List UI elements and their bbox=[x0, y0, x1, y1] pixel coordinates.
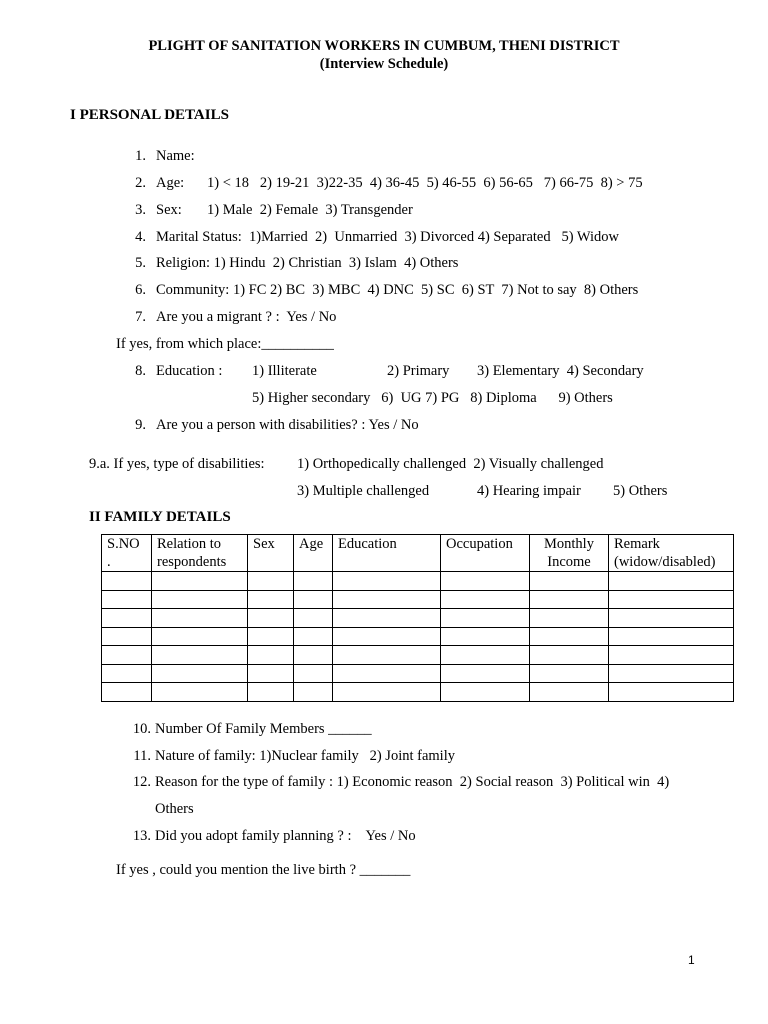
question-religion: Religion: 1) Hindu 2) Christian 3) Islam 4) Others bbox=[156, 255, 459, 271]
table-cell[interactable] bbox=[152, 609, 248, 628]
question-disabilities: Are you a person with disabilities? : Yes / No bbox=[156, 417, 419, 433]
family-details-table bbox=[101, 534, 734, 702]
disability-option-hearing: 4) Hearing impair bbox=[477, 483, 581, 499]
table-cell[interactable] bbox=[609, 609, 734, 628]
table-cell[interactable] bbox=[248, 646, 294, 665]
table-cell[interactable] bbox=[248, 627, 294, 646]
disability-options-line1: 1) Orthopedically challenged 2) Visually challenged bbox=[297, 456, 604, 472]
question-number: 12. bbox=[132, 774, 151, 790]
table-cell[interactable] bbox=[294, 609, 333, 628]
table-cell[interactable] bbox=[441, 590, 530, 609]
question-community: Community: 1) FC 2) BC 3) MBC 4) DNC 5) SC 6) ST 7) Not to say 8) Others bbox=[156, 282, 639, 298]
table-cell[interactable] bbox=[294, 683, 333, 702]
table-cell[interactable] bbox=[294, 664, 333, 683]
table-cell[interactable] bbox=[248, 609, 294, 628]
table-cell[interactable] bbox=[152, 627, 248, 646]
question-number: 6. bbox=[135, 282, 146, 298]
col-sno bbox=[102, 535, 152, 572]
table-cell[interactable] bbox=[609, 572, 734, 591]
table-cell[interactable] bbox=[333, 664, 441, 683]
question-reason-continuation: Others bbox=[155, 801, 194, 817]
table-cell[interactable] bbox=[152, 683, 248, 702]
question-education-label: Education : bbox=[156, 363, 223, 379]
question-number: 9. bbox=[135, 417, 146, 433]
question-age-label: Age: bbox=[156, 175, 185, 191]
table-cell[interactable] bbox=[441, 627, 530, 646]
table-cell[interactable] bbox=[248, 683, 294, 702]
table-cell[interactable] bbox=[248, 664, 294, 683]
col-sex: Sex bbox=[248, 535, 294, 572]
question-number: 7. bbox=[135, 309, 146, 325]
disability-option-others: 5) Others bbox=[613, 483, 668, 499]
table-cell[interactable] bbox=[102, 664, 152, 683]
education-option-elementary-secondary: 3) Elementary 4) Secondary bbox=[477, 363, 644, 379]
table-cell[interactable] bbox=[294, 627, 333, 646]
table-cell[interactable] bbox=[333, 572, 441, 591]
table-cell[interactable] bbox=[441, 683, 530, 702]
table-cell[interactable] bbox=[294, 572, 333, 591]
question-number: 4. bbox=[135, 229, 146, 245]
table-cell[interactable] bbox=[102, 627, 152, 646]
question-disability-type-label: 9.a. If yes, type of disabilities: bbox=[89, 456, 265, 472]
table-header-row bbox=[102, 535, 734, 572]
table-cell[interactable] bbox=[530, 683, 609, 702]
table-cell[interactable] bbox=[333, 646, 441, 665]
table-cell[interactable] bbox=[102, 572, 152, 591]
section-heading-family: II FAMILY DETAILS bbox=[89, 509, 231, 525]
col-education: Education bbox=[333, 535, 441, 572]
question-number: 13. bbox=[132, 828, 151, 844]
col-relation: Relation to respondents bbox=[152, 535, 248, 572]
table-cell[interactable] bbox=[294, 590, 333, 609]
table-row bbox=[102, 664, 734, 683]
table-cell[interactable] bbox=[152, 590, 248, 609]
table-cell[interactable] bbox=[294, 646, 333, 665]
table-cell[interactable] bbox=[102, 590, 152, 609]
table-cell[interactable] bbox=[102, 683, 152, 702]
disability-option-multiple: 3) Multiple challenged bbox=[297, 483, 430, 499]
table-row bbox=[102, 627, 734, 646]
table-cell[interactable] bbox=[530, 572, 609, 591]
table-cell[interactable] bbox=[441, 664, 530, 683]
table-cell[interactable] bbox=[609, 627, 734, 646]
document-title: PLIGHT OF SANITATION WORKERS IN CUMBUM, THENI DISTRICT bbox=[148, 38, 620, 54]
table-cell[interactable] bbox=[530, 627, 609, 646]
question-age-options: 1) < 18 2) 19-21 3)22-35 4) 36-45 5) 46-55 6) 56-65 7) 66-75 8) > 75 bbox=[207, 175, 643, 191]
table-cell[interactable] bbox=[530, 609, 609, 628]
question-number: 5. bbox=[135, 255, 146, 271]
table-cell[interactable] bbox=[102, 646, 152, 665]
table-cell[interactable] bbox=[152, 664, 248, 683]
table-cell[interactable] bbox=[530, 590, 609, 609]
question-number: 3. bbox=[135, 202, 146, 218]
table-cell[interactable] bbox=[609, 683, 734, 702]
col-age: Age bbox=[294, 535, 333, 572]
question-migrant: Are you a migrant ? : Yes / No bbox=[156, 309, 337, 325]
table-cell[interactable] bbox=[441, 572, 530, 591]
table-cell[interactable] bbox=[441, 646, 530, 665]
question-number: 1. bbox=[135, 148, 146, 164]
question-marital-status: Marital Status: 1)Married 2) Unmarried 3) Divorced 4) Separated 5) Widow bbox=[156, 229, 620, 245]
section-heading-personal: I PERSONAL DETAILS bbox=[70, 107, 229, 123]
question-family-members[interactable]: Number Of Family Members ______ bbox=[155, 721, 372, 737]
question-family-planning: Did you adopt family planning ? : Yes / No bbox=[155, 828, 416, 844]
question-reason-family-type: Reason for the type of family : 1) Economic reason 2) Social reason 3) Political win 4) bbox=[155, 774, 670, 790]
education-options-line2: 5) Higher secondary 6) UG 7) PG 8) Diploma 9) Others bbox=[252, 390, 613, 406]
table-row bbox=[102, 590, 734, 609]
table-cell[interactable] bbox=[609, 590, 734, 609]
table-cell[interactable] bbox=[152, 646, 248, 665]
col-monthly-income: Monthly Income bbox=[530, 535, 609, 572]
table-cell[interactable] bbox=[333, 683, 441, 702]
page-number: 1 bbox=[688, 953, 695, 967]
table-cell[interactable] bbox=[333, 590, 441, 609]
question-number: 10. bbox=[132, 721, 151, 737]
question-name: Name: bbox=[156, 148, 195, 164]
table-cell[interactable] bbox=[152, 572, 248, 591]
table-cell[interactable] bbox=[530, 664, 609, 683]
document-subtitle: (Interview Schedule) bbox=[319, 56, 449, 72]
live-birth-field[interactable]: If yes , could you mention the live birth ? _______ bbox=[116, 862, 411, 878]
table-row bbox=[102, 609, 734, 628]
question-number: 2. bbox=[135, 175, 146, 191]
question-nature-of-family: Nature of family: 1)Nuclear family 2) Joint family bbox=[155, 748, 455, 764]
education-option-primary: 2) Primary bbox=[387, 363, 450, 379]
col-occupation: Occupation bbox=[441, 535, 530, 572]
migrant-place-field[interactable]: If yes, from which place:__________ bbox=[116, 336, 334, 352]
table-cell[interactable] bbox=[530, 646, 609, 665]
question-number: 8. bbox=[135, 363, 146, 379]
table-cell[interactable] bbox=[333, 609, 441, 628]
table-cell[interactable] bbox=[441, 609, 530, 628]
table-cell[interactable] bbox=[248, 572, 294, 591]
col-sno-dot: . bbox=[107, 554, 111, 570]
education-option-illiterate: 1) Illiterate bbox=[252, 363, 317, 379]
question-sex-label: Sex: bbox=[156, 202, 182, 218]
col-remark: Remark (widow/disabled) bbox=[609, 535, 734, 572]
col-sno-label: S.NO bbox=[107, 536, 140, 552]
question-sex-options: 1) Male 2) Female 3) Transgender bbox=[207, 202, 413, 218]
table-row bbox=[102, 646, 734, 665]
table-cell[interactable] bbox=[102, 609, 152, 628]
table-cell[interactable] bbox=[609, 664, 734, 683]
table-row bbox=[102, 683, 734, 702]
table-row bbox=[102, 572, 734, 591]
question-number: 11. bbox=[133, 748, 151, 764]
table-cell[interactable] bbox=[609, 646, 734, 665]
table-cell[interactable] bbox=[333, 627, 441, 646]
table-cell[interactable] bbox=[248, 590, 294, 609]
